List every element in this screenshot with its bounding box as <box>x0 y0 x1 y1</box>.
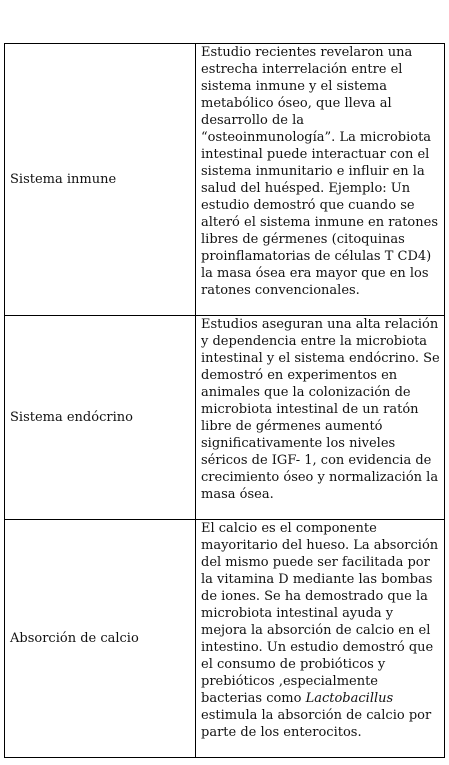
table-row <box>5 316 445 520</box>
row-label-absorcion-calcio: Absorción de calcio <box>5 520 196 758</box>
row-text-absorcion-calcio <box>196 520 445 758</box>
species-name-italic: Lactobacillus <box>305 691 394 706</box>
text-segment: estimula la absorción de calcio por parte de los enterocitos. <box>201 708 432 740</box>
row-text-sistema-endocrino: Estudios aseguran una alta relación y dependencia entre la microbiota intestinal y el sistema endócrino. Se demostró en experimentos en animales que la colonización de microbiota intestinal de un ratón libre de gérmenes aumentó significativamente los niveles séricos de IGF- 1, con evidencia de crecimiento óseo y normalización la masa ósea. <box>196 316 445 520</box>
row-label-sistema-endocrino: Sistema endócrino <box>5 316 196 520</box>
content-table <box>4 43 445 758</box>
row-label-sistema-inmune: Sistema inmune <box>5 44 196 316</box>
table-row <box>5 44 445 316</box>
row-text-sistema-inmune: Estudio recientes revelaron una estrecha interrelación entre el sistema inmune y el sistema metabólico óseo, que lleva al desarrollo de la “osteoinmunología”. La microbiota intestinal puede interactuar con el sistema inmunitario e influir en la salud del huésped. Ejemplo: Un estudio demostró que cuando se alteró el sistema inmune en ratones libres de gérmenes (citoquinas proinflamatorias de células T CD4) la masa ósea era mayor que en los ratones convencionales. <box>196 44 445 316</box>
table-row <box>5 520 445 758</box>
text-segment: El calcio es el componente mayoritario del hueso. La absorción del mismo puede ser facilitada por la vitamina D mediante las bombas de iones. Se ha demostrado que la microbiota intestinal ayuda y mejora la absorción de calcio en el intestino. Un estudio demostró que el consumo de probióticos y prebióticos ,especialmente bacterias como <box>201 521 439 706</box>
